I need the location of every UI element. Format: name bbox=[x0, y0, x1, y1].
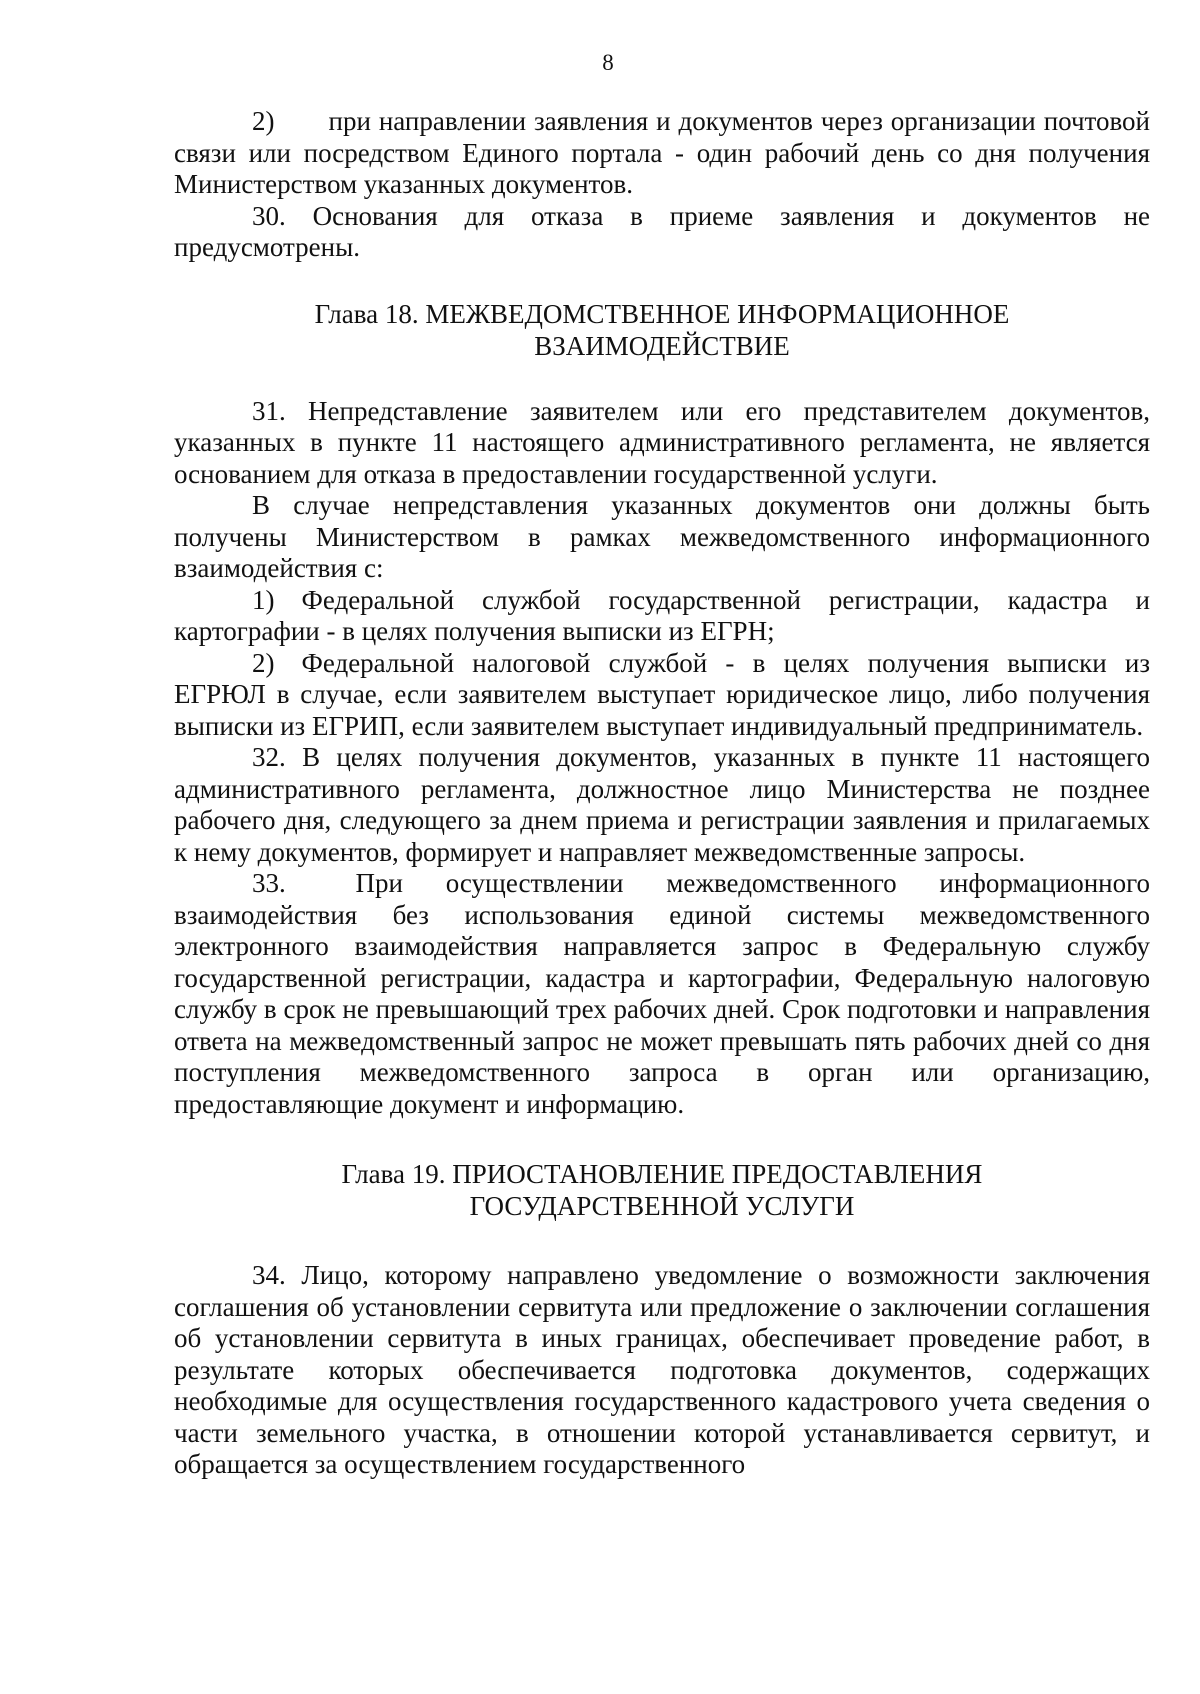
chapter-18-title bbox=[174, 298, 1150, 362]
chapter-19-title-line-2: ГОСУДАРСТВЕННОЙ УСЛУГИ bbox=[469, 1191, 855, 1221]
paragraph-31: 31. Непредставление заявителем или его представителем документов, указанных в пункте 11 настоящего административного регламента, не является основанием для отказа в предоставлении государственной услуги. bbox=[174, 395, 1150, 489]
paragraph-31-item-2: 2) Федеральной налоговой службой - в целях получения выписки из ЕГРЮЛ в случае, если заявителем выступает юридическое лицо, либо получения выписки из ЕГРИП, если заявителем выступает индивидуальный предприниматель. bbox=[174, 647, 1150, 741]
paragraph-30: 30. Основания для отказа в приеме заявления и документов не предусмотрены. bbox=[174, 200, 1150, 262]
paragraph-29-2: 2) при направлении заявления и документов через организации почтовой связи или посредством Единого портала - один рабочий день со дня получения Министерством указанных документов. bbox=[174, 106, 1150, 199]
chapter-19-title bbox=[174, 1158, 1150, 1222]
paragraph-31-item-1: 1) Федеральной службой государственной регистрации, кадастра и картографии - в целях получения выписки из ЕГРН; bbox=[174, 584, 1150, 646]
paragraph-33: 33. При осуществлении межведомственного информационного взаимодействия без использования единой системы межведомственного электронного взаимодействия направляется запрос в Федеральную службу государственной регистрации, кадастра и картографии, Федеральную налоговую службу в срок не превышающий трех рабочих дней. Срок подготовки и направления ответа на межведомственный запрос не может превышать пять рабочих дней со дня поступления межведомственного запроса в орган или организацию, предоставляющие документ и информацию. bbox=[174, 868, 1150, 1119]
paragraph-32: 32. В целях получения документов, указанных в пункте 11 настоящего административного регламента, должностное лицо Министерства не позднее рабочего дня, следующего за днем приема и регистрации заявления и прилагаемых к нему документов, формирует и направляет межведомственные запросы. bbox=[174, 742, 1150, 867]
document-body bbox=[174, 106, 1150, 1481]
chapter-18-title-line-1: Глава 18. МЕЖВЕДОМСТВЕННОЕ ИНФОРМАЦИОННОЕ bbox=[314, 298, 1010, 329]
page-number: 8 bbox=[602, 50, 614, 75]
paragraph-31-cont: В случае непредставления указанных документов они должны быть получены Министерством в рамках межведомственного информационного взаимодействия с: bbox=[174, 490, 1150, 583]
chapter-19-title-line-1: Глава 19. ПРИОСТАНОВЛЕНИЕ ПРЕДОСТАВЛЕНИЯ bbox=[341, 1159, 983, 1189]
paragraph-34: 34. Лицо, которому направлено уведомление о возможности заключения соглашения об установлении сервитута или предложение о заключении соглашения об установлении сервитута в иных границах, обеспечивает проведение работ, в результате которых обеспечивается подготовка документов, содержащих необходимые для осуществления государственного кадастрового учета сведения о части земельного участка, в отношении которой устанавливается сервитут, и обращается за осуществлением государственного bbox=[174, 1260, 1150, 1479]
chapter-18-title-line-2: ВЗАИМОДЕЙСТВИЕ bbox=[534, 330, 790, 361]
